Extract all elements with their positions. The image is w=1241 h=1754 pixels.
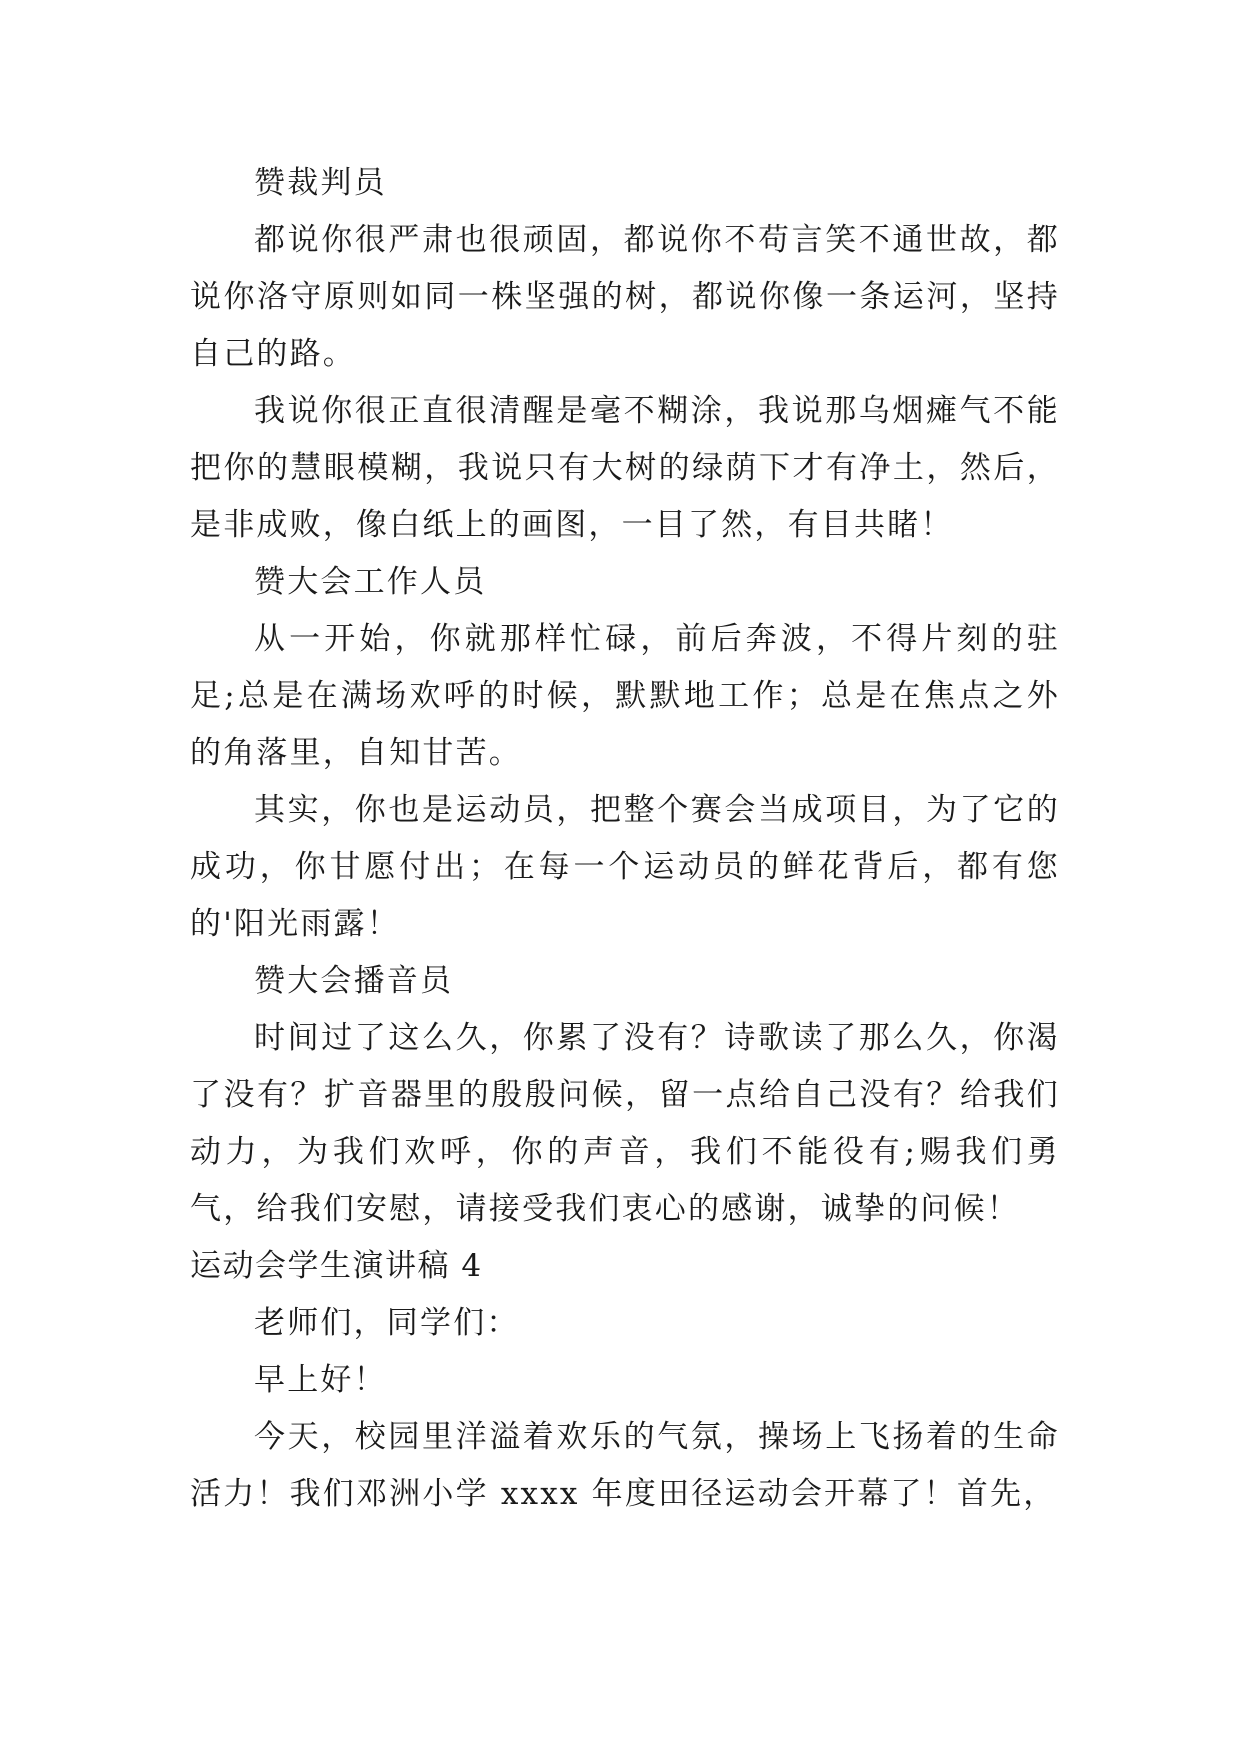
paragraph: 今天，校园里洋溢着欢乐的气氛，操场上飞扬着的生命活力！我们邓洲小学 xxxx 年度田径运动会开幕了！首先， bbox=[190, 1419, 1060, 1512]
paragraph: 其实，你也是运动员，把整个赛会当成项目，为了它的成功，你甘愿付出；在每一个运动员的鲜花背后，都有您的'阳光雨露！ bbox=[190, 792, 1060, 942]
paragraph: 都说你很严肃也很顽固，都说你不苟言笑不通世故，都说你洛守原则如同一株坚强的树，都说你像一条运河，坚持自己的路。 bbox=[190, 222, 1060, 372]
salutation: 老师们，同学们： bbox=[254, 1305, 520, 1341]
paragraph: 我说你很正直很清醒是毫不糊涂，我说那乌烟瘫气不能把你的慧眼模糊，我说只有大树的绿荫下才有净土，然后，是非成败，像白纸上的画图，一目了然，有目共睹！ bbox=[190, 393, 1060, 543]
section-heading-announcer: 赞大会播音员 bbox=[254, 963, 454, 999]
speech-title: 运动会学生演讲稿 4 bbox=[190, 1248, 483, 1284]
document-body bbox=[190, 155, 1060, 1523]
section-heading-staff: 赞大会工作人员 bbox=[254, 564, 487, 600]
section-heading-referee: 赞裁判员 bbox=[254, 165, 387, 201]
paragraph: 从一开始，你就那样忙碌，前后奔波，不得片刻的驻足;总是在满场欢呼的时候，默默地工作；总是在焦点之外的角落里，自知甘苦。 bbox=[190, 621, 1060, 771]
paragraph: 时间过了这么久，你累了没有？诗歌读了那么久，你渴了没有？扩音器里的殷殷问候，留一点给自己没有？给我们动力，为我们欢呼，你的声音，我们不能役有;赐我们勇气，给我们安慰，请接受我们衷心的感谢，诚挚的问候！ bbox=[190, 1020, 1060, 1227]
greeting: 早上好！ bbox=[254, 1362, 387, 1398]
